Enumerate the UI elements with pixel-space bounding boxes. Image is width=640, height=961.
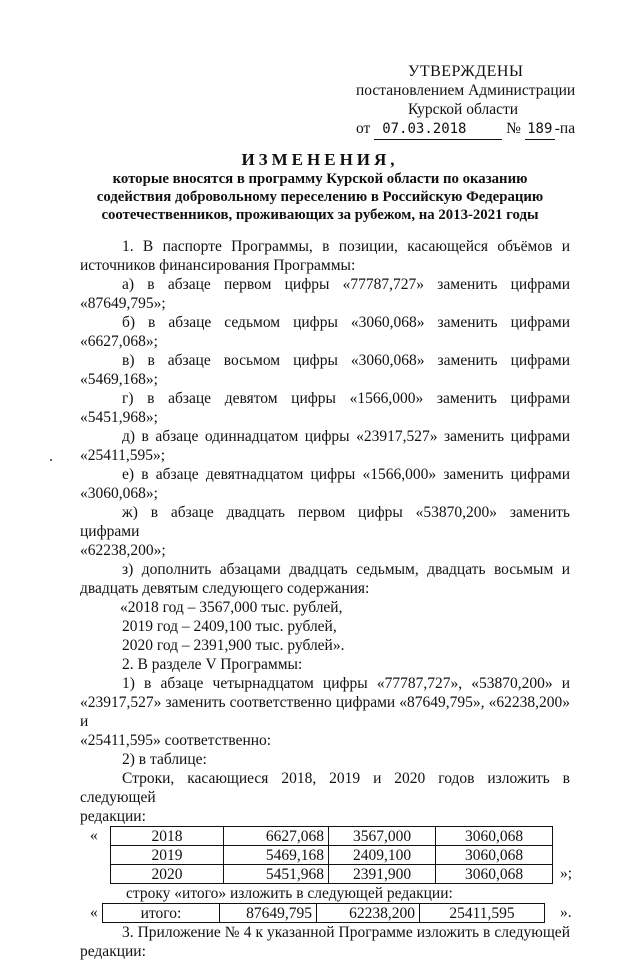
from-label: от — [356, 120, 371, 137]
item-e-line-1: е) в абзаце девятнадцатом цифры «1566,000» заменить цифрами — [122, 466, 570, 483]
total-row-table — [102, 903, 545, 923]
heading-line-1: которые вносятся в программу Курской области по оказанию — [112, 171, 528, 187]
year-rows-table-wrap — [80, 826, 573, 884]
item-zh-line-2: «62238,200»; — [80, 542, 166, 559]
table-row — [111, 865, 553, 884]
quote-line-2020: 2020 год – 2391,900 тыс. рублей». — [122, 637, 345, 654]
para-1-line-2: источников финансирования Программы: — [80, 257, 356, 274]
item-zh-line-1: ж) в абзаце двадцать первом цифры «53870,200» заменить цифрами — [80, 504, 570, 540]
table-cell: 2018 — [111, 827, 224, 846]
item-b-line-2: «6627,068»; — [80, 333, 158, 350]
table-cell: 2409,100 — [329, 846, 436, 865]
approval-date: 07.03.2018 — [374, 120, 502, 140]
para-2-1-line-2: «23917,527» заменить соответственно цифрами «87649,795», «62238,200» и — [80, 694, 570, 730]
item-v-line-1: в) в абзаце восьмом цифры «3060,068» заменить цифрами — [122, 352, 570, 369]
table-cell: 87649,795 — [220, 904, 317, 923]
total-intro: строку «итого» изложить в следующей редакции: — [126, 885, 453, 902]
table-cell: 2019 — [111, 846, 224, 865]
para-2: 2. В разделе V Программы: — [122, 656, 303, 673]
approval-line-administration: постановлением Администрации — [356, 82, 576, 99]
para-2-2: 2) в таблице: — [122, 751, 207, 768]
table-cell: итого: — [103, 904, 220, 923]
heading-main: ИЗМЕНЕНИЯ, — [241, 150, 399, 169]
item-d-line-2: «25411,595»; — [80, 447, 166, 464]
total-open-quote: « — [90, 904, 98, 921]
item-b-line-1: б) в абзаце седьмом цифры «3060,068» заменить цифрами — [122, 314, 570, 331]
quote-line-2019: 2019 год – 2409,100 тыс. рублей, — [122, 618, 337, 635]
table-close-quote: »; — [560, 865, 573, 882]
item-e-line-2: «3060,068»; — [80, 485, 158, 502]
table-open-quote: « — [90, 827, 98, 844]
total-row-table-wrap — [80, 903, 570, 923]
heading-line-2: содействия добровольному переселению в Российскую Федерацию — [96, 189, 544, 205]
item-z-line-1: з) дополнить абзацами двадцать седьмым, двадцать восьмым и — [122, 561, 570, 578]
document-heading — [40, 150, 600, 224]
table-cell: 2391,900 — [329, 865, 436, 884]
item-z-line-2: двадцать девятым следующего содержания: — [80, 580, 370, 597]
para-3-line-2: редакции: — [80, 943, 146, 960]
item-a-line-2: «87649,795»; — [80, 295, 166, 312]
rows-intro-line-2: редакции: — [80, 808, 146, 825]
table-cell: 3060,068 — [436, 827, 553, 846]
approval-title: УТВЕРЖДЕНЫ — [408, 63, 524, 80]
item-g-line-1: г) в абзаце девятом цифры «1566,000» заменить цифрами «5451,968»; — [80, 390, 570, 426]
table-cell: 2020 — [111, 865, 224, 884]
rows-intro-line-1: Строки, касающиеся 2018, 2019 и 2020 годов изложить в следующей — [80, 770, 570, 806]
item-a-line-1: а) в абзаце первом цифры «77787,727» заменить цифрами — [122, 276, 570, 293]
item-v-line-2: «5469,168»; — [80, 371, 158, 388]
approval-block — [356, 62, 626, 140]
table-cell: 5451,968 — [224, 865, 329, 884]
table-cell: 3060,068 — [436, 846, 553, 865]
approval-date-number — [356, 119, 626, 140]
number-label: № — [506, 120, 521, 137]
table-cell: 5469,168 — [224, 846, 329, 865]
approval-number-suffix: -па — [554, 120, 576, 137]
table-cell: 62238,200 — [317, 904, 420, 923]
para-3-line-1: 3. Приложение № 4 к указанной Программе изложить в следующей — [122, 924, 570, 941]
quote-line-2018: «2018 год – 3567,000 тыс. рублей, — [120, 599, 343, 616]
table-cell: 3060,068 — [436, 865, 553, 884]
heading-line-3: соотечественников, проживающих за рубежом, на 2013-2021 годы — [101, 207, 539, 223]
table-row — [103, 904, 545, 923]
para-2-1-line-3: «25411,595» соответственно: — [80, 732, 272, 749]
table-row — [111, 827, 553, 846]
approval-number: 189 — [525, 120, 555, 140]
table-cell: 25411,595 — [420, 904, 545, 923]
year-rows-table — [110, 826, 553, 884]
table-cell: 3567,000 — [329, 827, 436, 846]
approval-line-region: Курской области — [408, 101, 519, 118]
scan-speck — [50, 459, 52, 461]
para-1-line-1: 1. В паспорте Программы, в позиции, касающейся объёмов и — [122, 238, 570, 255]
table-cell: 6627,068 — [224, 827, 329, 846]
document-body — [80, 237, 573, 961]
table-row — [111, 846, 553, 865]
item-d-line-1: д) в абзаце одиннадцатом цифры «23917,527» заменить цифрами — [122, 428, 570, 445]
para-2-1-line-1: 1) в абзаце четырнадцатом цифры «77787,727», «53870,200» и — [122, 675, 570, 692]
total-close-quote: ». — [560, 904, 572, 921]
